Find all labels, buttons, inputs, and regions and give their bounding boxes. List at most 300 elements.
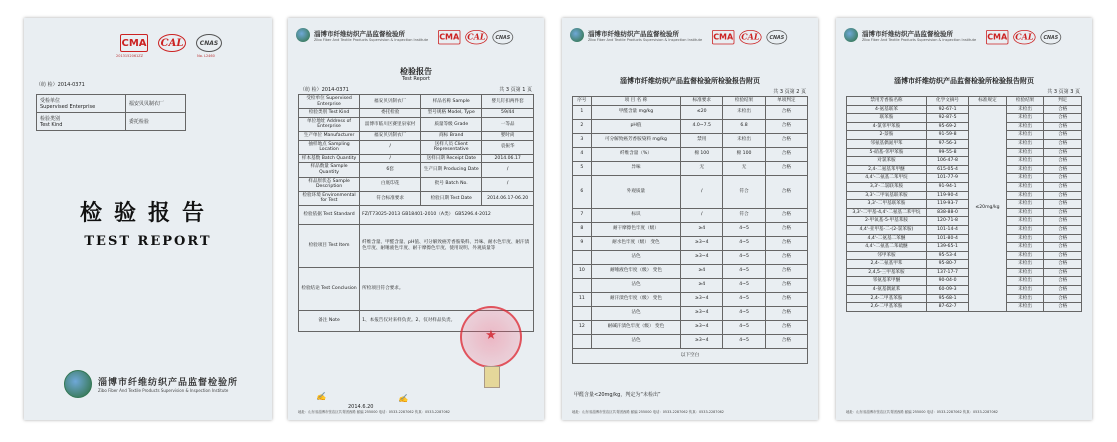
table-cell: 4~5 xyxy=(723,222,765,236)
table-cell: 合格 xyxy=(1044,243,1082,252)
table-cell: 95-80-7 xyxy=(926,260,968,269)
table-cell: ≥3~4 xyxy=(681,306,723,320)
cnas-logo-icon: CNAS xyxy=(196,34,222,52)
table-row xyxy=(847,217,1082,226)
institute-name-en: Zibo Fiber And Textile Products Supervision & Inspection Institute xyxy=(862,37,977,42)
table-cell: 未检出 xyxy=(1006,139,1044,148)
table-cell: 99-55-8 xyxy=(926,148,968,157)
table-cell: 合格 xyxy=(765,320,807,334)
table-cell: 耐汗渍色牢度（级） 变色 xyxy=(591,292,680,306)
report-page-1 xyxy=(288,18,544,420)
column-header: 检验结果 xyxy=(1006,97,1044,106)
signature-reviewer: ✍ xyxy=(398,394,408,403)
field-value: 2014.06.17-06.20 xyxy=(482,191,534,205)
yellow-label xyxy=(484,366,500,388)
cal-logo-icon: CAL xyxy=(1013,30,1035,44)
field-label: 检验类别 Test Kind xyxy=(37,113,126,131)
table-cell: ≥3~4 xyxy=(681,292,723,306)
table-row xyxy=(847,148,1082,157)
table-cell: 5-硝基-邻甲苯胺 xyxy=(847,148,927,157)
table-cell: 合格 xyxy=(765,147,807,161)
table-cell: 未检出 xyxy=(1006,277,1044,286)
table-cell xyxy=(573,334,592,348)
table-cell: 95-69-2 xyxy=(926,122,968,131)
table-cell: 对氯苯胺 xyxy=(847,157,927,166)
table-cell: 甲醛含量 mg/kg xyxy=(591,105,680,119)
table-row xyxy=(847,286,1082,295)
field-label: 样本基数 Batch Quantity xyxy=(299,154,360,163)
table-cell: 2 xyxy=(573,119,592,133)
blank-marker: 以下空白 xyxy=(573,348,808,363)
table-cell: ≥3~4 xyxy=(681,334,723,348)
table-cell: 沾色 xyxy=(591,250,680,264)
table-cell: 120-71-8 xyxy=(926,217,968,226)
table-cell: 合格 xyxy=(765,292,807,306)
table-cell: 合格 xyxy=(1044,191,1082,200)
table-row xyxy=(847,251,1082,260)
table-row xyxy=(299,140,534,154)
field-value: 福安贝贝制衣厂 xyxy=(125,95,185,113)
table-cell: 耐干摩擦色牢度（级） xyxy=(591,222,680,236)
table-cell: 6 xyxy=(573,175,592,208)
table-cell: 3,3'-二甲基-4,4'-二氨基二苯甲烷 xyxy=(847,208,927,217)
table-cell: 4,4'-亚甲基-二-(2-氯苯胺) xyxy=(847,225,927,234)
table-cell: 2,6-二甲基苯胺 xyxy=(847,303,927,312)
doc-title: 检验报告 xyxy=(400,67,432,76)
table-cell xyxy=(573,278,592,292)
table-cell: 615-05-4 xyxy=(926,165,968,174)
table-row xyxy=(573,222,808,236)
table-cell: ≥3~4 xyxy=(681,236,723,250)
column-header: 标准规定 xyxy=(969,97,1007,106)
table-row xyxy=(299,191,534,205)
table-cell: 3,3'-二氯联苯胺 xyxy=(847,182,927,191)
table-cell: 119-90-4 xyxy=(926,191,968,200)
table-cell: 棉 100 xyxy=(723,147,765,161)
table-row xyxy=(847,174,1082,183)
field-label: 型号规格 Model, Type xyxy=(421,109,482,118)
table-row xyxy=(847,191,1082,200)
table-row xyxy=(573,292,808,306)
table-row xyxy=(847,114,1082,123)
table-cell: 11 xyxy=(573,292,592,306)
cert-logos xyxy=(120,34,222,52)
table-cell: 合格 xyxy=(1044,200,1082,209)
table-cell: 合格 xyxy=(765,306,807,320)
page-footer: 地址：山东省淄博市张店区共青团西路 邮编 255000 电话：0533-2287062 传真：0533-2287062 xyxy=(846,409,998,414)
doc-title: 淄博市纤维纺织产品监督检验所检验报告附页 xyxy=(620,77,760,85)
table-cell: 4~5 xyxy=(723,236,765,250)
field-value: 纤维含量、甲醛含量、pH值、可分解致癌芳香胺染料、异味、耐水色牢度、耐汗渍色牢度、耐唾液色牢度、耐干摩擦色牢度、使用说明、外观质量等 xyxy=(360,224,534,267)
test-results-table xyxy=(572,96,808,364)
page-header xyxy=(570,28,702,42)
table-row xyxy=(299,109,534,118)
table-row xyxy=(573,264,808,278)
field-value: 一等品 xyxy=(482,117,534,131)
table-cell: 12 xyxy=(573,320,592,334)
column-header: 禁用芳香胺名称 xyxy=(847,97,927,106)
table-row xyxy=(299,154,534,163)
table-cell: 101-14-4 xyxy=(926,225,968,234)
field-label: 送样日期 Receipt Date xyxy=(421,154,482,163)
table-cell: 4,4'-二氨基二苯醚 xyxy=(847,234,927,243)
field-value: 淄博市临川区赛里泉家村 xyxy=(360,117,421,131)
table-cell: 101-80-4 xyxy=(926,234,968,243)
field-label: 生产单位 Manufacturer xyxy=(299,131,360,140)
cert-number: No. L2460 xyxy=(197,54,215,58)
table-cell: 合格 xyxy=(765,133,807,147)
star-icon: ★ xyxy=(485,328,497,343)
table-row xyxy=(573,306,808,320)
field-value: 婴时尚 xyxy=(482,131,534,140)
table-cell: 139-65-1 xyxy=(926,243,968,252)
report-page-3 xyxy=(836,18,1092,420)
table-cell: 合格 xyxy=(765,161,807,175)
page-footer: 地址：山东省淄博市张店区共青团西路 邮编 255000 电话：0533-2287062 传真：0533-2287062 xyxy=(572,409,724,414)
table-cell: 无 xyxy=(723,161,765,175)
table-cell: 棉 100 xyxy=(681,147,723,161)
table-cell: 4~5 xyxy=(723,292,765,306)
table-cell: 合格 xyxy=(1044,294,1082,303)
table-cell: 未检出 xyxy=(1006,303,1044,312)
table-cell: 7 xyxy=(573,208,592,222)
table-row xyxy=(847,139,1082,148)
table-cell: 邻甲苯胺 xyxy=(847,251,927,260)
field-label: 单位地址 Address of Enterprise xyxy=(299,117,360,131)
cover-fields-table xyxy=(36,94,186,131)
table-cell: 未检出 xyxy=(1006,286,1044,295)
table-cell: 无 xyxy=(681,161,723,175)
table-cell: 4-氨基联苯 xyxy=(847,105,927,114)
table-cell: 未检出 xyxy=(1006,294,1044,303)
field-label: 抽样地点 Sampling Location xyxy=(299,140,360,154)
table-cell: 耐碱汗渍色牢度（级） 变色 xyxy=(591,320,680,334)
table-row xyxy=(847,131,1082,140)
table-row xyxy=(847,165,1082,174)
cert-number: 2013152061ZZ xyxy=(116,54,144,58)
table-row xyxy=(299,95,534,109)
field-value: / xyxy=(360,140,421,154)
field-label: 备注 Note xyxy=(299,310,360,331)
table-cell: 合格 xyxy=(1044,114,1082,123)
field-label: 样品数量 Sample Quantity xyxy=(299,163,360,177)
table-cell: 合格 xyxy=(1044,286,1082,295)
table-cell: 合格 xyxy=(1044,122,1082,131)
column-header: 检验结果 xyxy=(723,97,765,106)
field-value: 袁振华 xyxy=(482,140,534,154)
table-cell xyxy=(573,306,592,320)
table-cell: 3,3'-二甲氧基联苯胺 xyxy=(847,191,927,200)
institute-name-en: Zibo Fiber And Textile Products Supervision & Inspection Institute xyxy=(588,37,703,42)
table-cell: 106-47-8 xyxy=(926,157,968,166)
cert-logos xyxy=(986,30,1061,44)
table-cell: 外观质量 xyxy=(591,175,680,208)
table-cell: 3,3'-二甲基联苯胺 xyxy=(847,200,927,209)
table-row xyxy=(299,267,534,310)
table-cell: 禁用 xyxy=(681,133,723,147)
table-row xyxy=(847,243,1082,252)
table-cell: 未检出 xyxy=(1006,165,1044,174)
table-row xyxy=(847,225,1082,234)
table-row xyxy=(573,250,808,264)
table-row xyxy=(847,182,1082,191)
table-cell: 合格 xyxy=(1044,277,1082,286)
table-row xyxy=(847,200,1082,209)
field-value: 所检项目符合要求。 xyxy=(360,267,534,310)
field-value: 福安贝贝制衣厂 xyxy=(360,131,421,140)
table-cell: ≥3~4 xyxy=(681,320,723,334)
table-cell: 沾色 xyxy=(591,278,680,292)
table-cell: 2,4-二甲基苯胺 xyxy=(847,294,927,303)
table-cell: 合格 xyxy=(765,175,807,208)
table-cell: 8 xyxy=(573,222,592,236)
field-label: 样品原状态 Sample Description xyxy=(299,177,360,191)
table-cell: ≥4 xyxy=(681,264,723,278)
cnas-logo-icon: CNAS xyxy=(1040,30,1061,44)
table-row xyxy=(573,147,808,161)
table-note: 甲醛含量<20mg/kg，判定为“未检出” xyxy=(574,392,661,398)
table-row xyxy=(573,236,808,250)
table-cell: 未检出 xyxy=(1006,225,1044,234)
table-cell: 未检出 xyxy=(1006,217,1044,226)
table-cell: 未检出 xyxy=(1006,260,1044,269)
table-cell: 4~5 xyxy=(723,320,765,334)
field-label: 检验依据 Test Standard xyxy=(299,205,360,224)
field-label: 受检单位 Supervised Enterprise xyxy=(299,95,360,109)
cal-logo-icon: CAL xyxy=(158,34,186,52)
table-row xyxy=(847,234,1082,243)
page-indicator: 共 3 页第 3 页 xyxy=(1047,89,1080,95)
table-cell: 95-53-4 xyxy=(926,251,968,260)
column-header: 判定 xyxy=(1044,97,1082,106)
table-cell: 2-萘胺 xyxy=(847,131,927,140)
table-cell: 合格 xyxy=(1044,157,1082,166)
institute-logo-icon xyxy=(64,370,92,398)
report-page-2 xyxy=(562,18,818,420)
table-row xyxy=(299,131,534,140)
table-cell: 标识 xyxy=(591,208,680,222)
cover-page xyxy=(24,18,272,420)
table-cell: 未检出 xyxy=(1006,114,1044,123)
table-cell: 92-87-5 xyxy=(926,114,968,123)
table-cell: 未检出 xyxy=(1006,251,1044,260)
table-cell: 沾色 xyxy=(591,334,680,348)
field-value: 符合标准要求 xyxy=(360,191,421,205)
table-cell: 4~5 xyxy=(723,250,765,264)
field-label: 受检单位 Supervised Enterprise xyxy=(37,95,126,113)
table-row xyxy=(847,268,1082,277)
table-row xyxy=(573,133,808,147)
table-cell: 合格 xyxy=(1044,174,1082,183)
table-cell: 邻氨基苯甲醚 xyxy=(847,277,927,286)
field-label: 检验日期 Test Date xyxy=(421,191,482,205)
table-cell: 合格 xyxy=(765,236,807,250)
table-cell: 5 xyxy=(573,161,592,175)
table-row xyxy=(847,208,1082,217)
table-row xyxy=(847,157,1082,166)
table-cell: 4~5 xyxy=(723,334,765,348)
table-cell: 2-甲氧基-5-甲基苯胺 xyxy=(847,217,927,226)
institute-logo-icon xyxy=(844,28,858,42)
cover-title: 检验报告 xyxy=(79,201,216,226)
table-cell: 101-77-9 xyxy=(926,174,968,183)
table-row xyxy=(299,163,534,177)
report-number: （纺 检）2014-0371 xyxy=(36,82,85,88)
table-cell: 耐唾液色牢度（级） 变色 xyxy=(591,264,680,278)
table-cell: / xyxy=(681,175,723,208)
table-cell: 邻氨基偶氮甲苯 xyxy=(847,139,927,148)
table-cell: 90-04-0 xyxy=(926,277,968,286)
page-footer: 地址：山东省淄博市张店区共青团西路 邮编 255000 电话：0533-2287062 传真：0533-2287062 xyxy=(298,409,450,414)
table-row xyxy=(573,334,808,348)
table-cell: 4~5 xyxy=(723,306,765,320)
institute-name: 淄博市纤维纺织产品监督检验所 xyxy=(588,29,679,38)
field-value: 婴儿钉扣两件套 xyxy=(482,95,534,109)
institute-name: 淄博市纤维纺织产品监督检验所 xyxy=(862,29,953,38)
cma-logo-icon: CMA xyxy=(120,34,148,52)
table-cell: 合格 xyxy=(1044,182,1082,191)
table-cell: 异味 xyxy=(591,161,680,175)
institute-logo-icon xyxy=(296,28,310,42)
report-info-table xyxy=(298,94,534,332)
table-cell: 未检出 xyxy=(1006,105,1044,114)
official-stamp xyxy=(460,306,522,368)
table-cell: 联苯胺 xyxy=(847,114,927,123)
table-cell: 纤维含量（%） xyxy=(591,147,680,161)
table-cell: 可分解致癌芳香胺染料 mg/kg xyxy=(591,133,680,147)
table-row xyxy=(573,208,808,222)
cert-numbers xyxy=(116,54,215,58)
table-cell: 4,4'-二氨基二苯硫醚 xyxy=(847,243,927,252)
field-label: 质量等级 Grade xyxy=(421,117,482,131)
table-cell: 4-氨基偶氮苯 xyxy=(847,286,927,295)
table-cell: 合格 xyxy=(1044,260,1082,269)
table-cell: 未检出 xyxy=(1006,268,1044,277)
cma-logo-icon: CMA xyxy=(712,30,734,44)
table-cell: 未检出 xyxy=(1006,131,1044,140)
field-label: 样品名称 Sample xyxy=(421,95,482,109)
table-cell: ≥3~4 xyxy=(681,250,723,264)
signature-approver: ✍ xyxy=(316,392,326,401)
table-row xyxy=(573,105,808,119)
table-cell: 耐水色牢度（级） 变色 xyxy=(591,236,680,250)
field-value: FZ/T73025-2013 GB18401-2010（A类） GB5296.4-2012 xyxy=(360,205,534,224)
table-cell: 137-17-7 xyxy=(926,268,968,277)
table-cell: 97-56-3 xyxy=(926,139,968,148)
table-cell: 未检出 xyxy=(1006,200,1044,209)
field-label: 生产日期 Producing Date xyxy=(421,163,482,177)
table-cell: ≤20 xyxy=(681,105,723,119)
cal-logo-icon: CAL xyxy=(465,30,487,44)
table-row xyxy=(299,224,534,267)
table-cell: ≥4 xyxy=(681,222,723,236)
field-value: 福安贝贝制衣厂 xyxy=(360,95,421,109)
table-cell: 合格 xyxy=(765,222,807,236)
table-row xyxy=(573,175,808,208)
column-header: 化学文摘号 xyxy=(926,97,968,106)
cal-logo-icon: CAL xyxy=(739,30,761,44)
table-row xyxy=(573,119,808,133)
field-value: 委托检验 xyxy=(360,109,421,118)
table-cell: 未检出 xyxy=(1006,122,1044,131)
cert-logos xyxy=(438,30,513,44)
doc-title: 淄博市纤维纺织产品监督检验所检验报告附页 xyxy=(894,77,1034,85)
field-label: 检验项目 Test Item xyxy=(299,224,360,267)
table-row xyxy=(847,303,1082,312)
sign-date: 2014.6.20 xyxy=(348,404,374,410)
doc-title-en: Test Report xyxy=(401,76,430,82)
institute-name-en: Zibo Fiber And Textile Products Supervision & Inspection Institute xyxy=(98,388,229,393)
field-label: 送样人员 Client Representative xyxy=(421,140,482,154)
cover-subtitle: TEST REPORT xyxy=(84,234,212,249)
table-cell: 合格 xyxy=(1044,268,1082,277)
field-label: 检验类别 Test Kind xyxy=(299,109,360,118)
table-cell: 2,4-二氨基苯甲醚 xyxy=(847,165,927,174)
table-cell: / xyxy=(681,208,723,222)
table-cell: 合格 xyxy=(765,334,807,348)
column-header: 项 目 名 称 xyxy=(591,97,680,106)
field-value: / xyxy=(482,177,534,191)
table-cell: 4~5 xyxy=(723,278,765,292)
institute-name-en: Zibo Fiber And Textile Products Supervision & Inspection Institute xyxy=(314,37,429,42)
table-cell: 合格 xyxy=(1044,139,1082,148)
table-cell: 91-59-8 xyxy=(926,131,968,140)
table-cell: 未检出 xyxy=(723,105,765,119)
table-cell: 4 xyxy=(573,147,592,161)
field-value: 59/44 xyxy=(482,109,534,118)
field-value: / xyxy=(360,154,421,163)
table-cell: 未检出 xyxy=(723,133,765,147)
table-cell: 沾色 xyxy=(591,306,680,320)
table-cell xyxy=(573,250,592,264)
table-cell: 95-68-1 xyxy=(926,294,968,303)
cert-logos xyxy=(712,30,787,44)
table-cell: 91-94-1 xyxy=(926,182,968,191)
table-cell: 2,4-二氨基甲苯 xyxy=(847,260,927,269)
table-cell: 1 xyxy=(573,105,592,119)
table-row xyxy=(847,277,1082,286)
page-header xyxy=(844,28,976,42)
field-value: 6套 xyxy=(360,163,421,177)
cma-logo-icon: CMA xyxy=(438,30,460,44)
page-indicator: 共 3 页第 2 页 xyxy=(773,89,806,95)
table-cell: 合格 xyxy=(1044,217,1082,226)
table-row xyxy=(573,278,808,292)
table-cell: 10 xyxy=(573,264,592,278)
field-label: 检验结论 Test Conclusion xyxy=(299,267,360,310)
table-cell: 合格 xyxy=(765,278,807,292)
field-label: 检验环境 Environmental for Test xyxy=(299,191,360,205)
page-indicator: 共 3 页第 1 页 xyxy=(499,87,532,93)
table-cell: 未检出 xyxy=(1006,148,1044,157)
table-cell: 合格 xyxy=(765,119,807,133)
table-cell: 2,4,5-三甲基苯胺 xyxy=(847,268,927,277)
table-cell: 60-09-3 xyxy=(926,286,968,295)
table-cell: 合格 xyxy=(1044,234,1082,243)
table-cell: 87-62-7 xyxy=(926,303,968,312)
table-cell: 合格 xyxy=(765,264,807,278)
table-row xyxy=(573,161,808,175)
field-value: 2014.06.17 xyxy=(482,154,534,163)
table-cell: 9 xyxy=(573,236,592,250)
table-cell: 合格 xyxy=(1044,148,1082,157)
field-value: 委托检验 xyxy=(125,113,185,131)
table-cell: 119-93-7 xyxy=(926,200,968,209)
table-cell: 合格 xyxy=(1044,165,1082,174)
field-value: 1、本报告仅对来样负责。2、仅对样品负责。 xyxy=(360,310,534,331)
table-row xyxy=(847,260,1082,269)
report-number: （纺 检）2014-0371 xyxy=(300,87,349,93)
